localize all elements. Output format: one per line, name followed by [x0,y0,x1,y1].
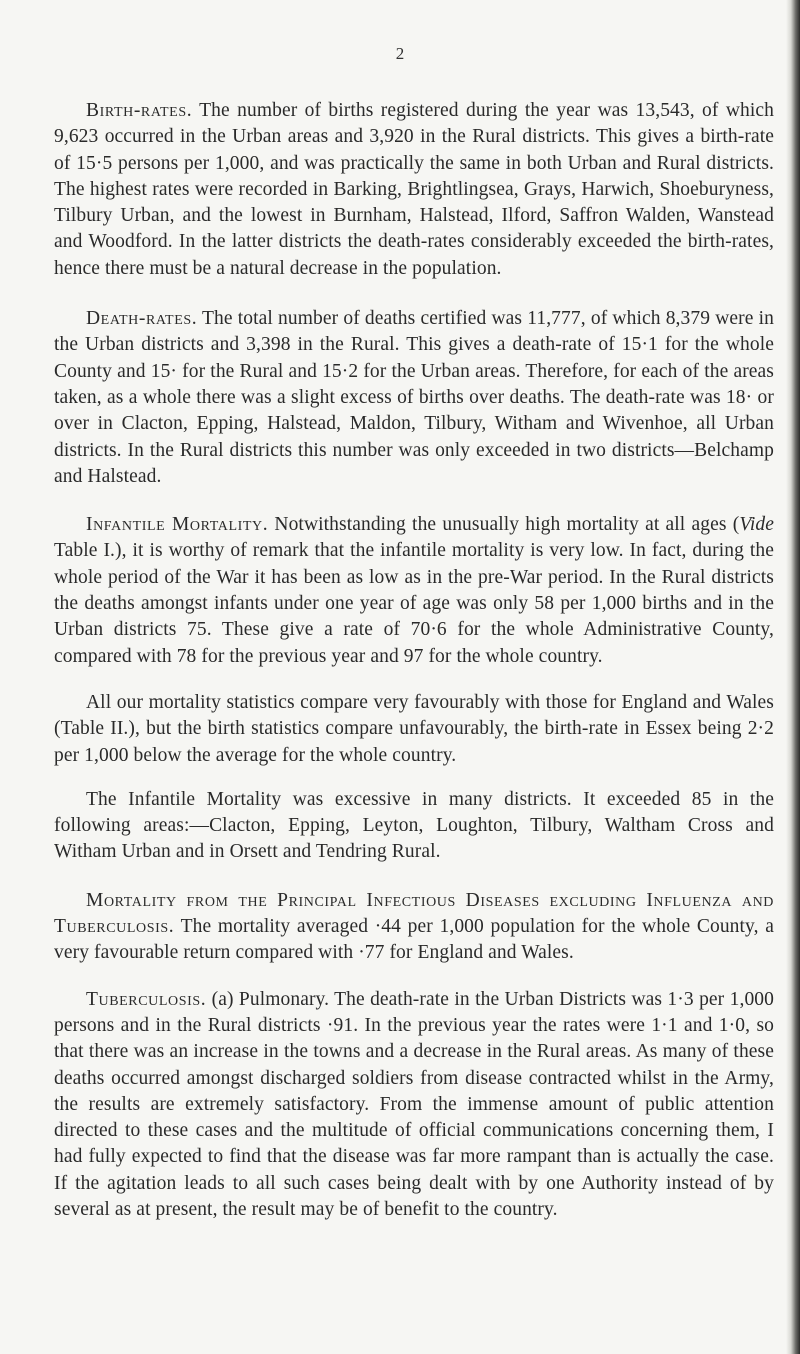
report-body [54,98,774,1223]
mortality-comparison-text: All our mortality statistics compare very favourably with those for England and Wales (Table II.), but the birth statistics compare unfavourably, the birth-rate in Essex being 2·2 per 1,000 below the average for the whole country. [54,691,774,766]
birth-rates-paragraph [54,98,774,282]
birth-rates-heading: Birth-rates. [86,100,193,121]
infectious-diseases-text: The mortality averaged ·44 per 1,000 population for the whole County, a very favourable return compared with ·77 for England and Wales. [54,916,774,964]
infectious-diseases-paragraph [54,888,774,967]
page-number: 2 [395,44,405,63]
infantile-mortality-heading: Infantile Mortality. [86,514,269,536]
vide-reference: Vide [739,514,774,536]
tuberculosis-text: (a) Pulmonary. The death-rate in the Urban Districts was 1·3 per 1,000 persons and in the Rural districts ·91. In the previous year the rates were 1·1 and 1·0, so that there was an increase in the towns and a decrease in the Rural areas. As many of these deaths occurred amongst discharged soldiers from disease contracted whilst in the Army, the results are extremely satisfactory. From the immense amount of public attention directed to these cases and the multitude of official communications concerning them, I had fully expected to find that the disease was far more rampant than is actually the case. If the agitation leads to all such cases being dealt with by one Authority instead of by several as at present, the result may be of benefit to the country. [54,988,774,1220]
birth-rates-text: The number of births registered during the year was 13,543, of which 9,623 occurred in the Urban areas and 3,920 in the Rural districts. This gives a birth-rate of 15·5 persons per 1,000, and was practically the same in both Urban and Rural districts. The highest rates were recorded in Barking, Brightlingsea, Grays, Harwich, Shoeburyness, Tilbury Urban, and the lowest in Burnham, Halstead, Ilford, Saffron Walden, Wanstead and Woodford. In the latter districts the death-rates considerably exceeded the birth-rates, hence there must be a natural decrease in the population. [54,100,774,279]
excessive-infant-mortality-text: The Infantile Mortality was excessive in many districts. It exceeded 85 in the following areas:—Clacton, Epping, Leyton, Loughton, Tilbury, Waltham Cross and Witham Urban and in Orsett and Tendring Rural. [54,788,774,863]
infectious-diseases-heading: Mortality from the Principal Infectious Diseases excluding Influenza and Tuberculosis. [54,889,774,938]
infantile-mortality-paragraph [54,512,774,670]
death-rates-heading: Death-rates. [86,308,198,330]
tuberculosis-heading: Tuberculosis. [86,988,207,1010]
death-rates-paragraph [54,306,774,490]
death-rates-text: The total number of deaths certified was 11,777, of which 8,379 were in the Urban districts and 3,398 in the Rural. This gives a death-rate of 15·1 for the whole County and 15· for the Rural and 15·2 for the Urban areas. Therefore, for each of the areas taken, as a whole there was a slight excess of births over deaths. The death-rate was 18· or over in Clacton, Epping, Halstead, Maldon, Tilbury, Witham and Wivenhoe, all Urban districts. In the Rural districts this number was only exceeded in two districts—Belchamp and Halstead. [54,308,775,487]
infantile-mortality-intro: Notwithstanding the unusually high mortality at all ages ( [274,514,740,536]
mortality-comparison-paragraph [54,690,774,769]
tuberculosis-paragraph [54,987,774,1224]
excessive-infant-mortality-paragraph [54,787,774,866]
infantile-mortality-text: Table I.), it is worthy of remark that the infantile mortality is very low. In fact, during the whole period of the War it has been as low as in the pre-War period. In the Rural districts the deaths amongst infants under one year of age was only 58 per 1,000 births and in the Urban districts 75. These give a rate of 70·6 for the whole Administrative County, compared with 78 for the previous year and 97 for the whole country. [54,540,774,667]
page-binding-edge [786,0,800,1354]
